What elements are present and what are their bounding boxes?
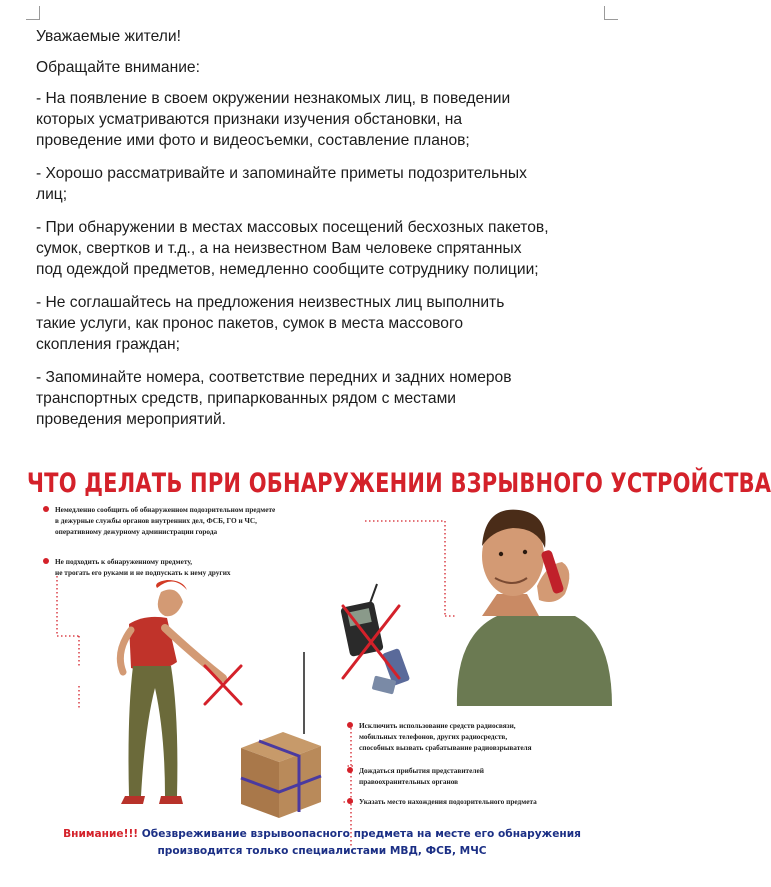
notice-item: - Хорошо рассматривайте и запоминайте приметы подозрительных лиц; — [36, 165, 527, 203]
mobile-phone-icon — [372, 648, 411, 695]
poster-title: ЧТО ДЕЛАТЬ ПРИ ОБНАРУЖЕНИИ ВЗРЫВНОГО УСТРОЙСТВА — [27, 468, 771, 498]
crop-mark-top-right — [604, 6, 618, 20]
notice-text — [36, 26, 616, 442]
safety-poster — [27, 466, 771, 878]
bullet-dot-icon — [347, 798, 353, 804]
footer-line-2: производится только специалистами МВД, ФСБ, МЧС — [157, 845, 487, 857]
footer-lead: Внимание!!! — [63, 828, 139, 840]
notice-item: - На появление в своем окружении незнакомых лиц, в поведении которых усматриваются признаки изучения обстановки, на проведение ими фото и видеосъемки, составление планов; — [36, 90, 511, 149]
bullet-dot-icon — [347, 767, 353, 773]
footer-line-1: Обезвреживание взрывоопасного предмета на месте его обнаружения — [138, 828, 581, 840]
man-on-phone-icon — [457, 510, 612, 706]
notice-item: - Не соглашайтесь на предложения неизвестных лиц выполнить такие услуги, как пронос пакетов, сумок в места массового скопления граждан; — [36, 294, 505, 353]
intro: Обращайте внимание: — [36, 59, 200, 76]
notice-item: - При обнаружении в местах массовых посещений бесхозных пакетов, сумок, свертков и т.д., а на неизвестном Вам человеке спрятанных под одеждой предметов, немедленно сообщите сотруднику полиции; — [36, 219, 549, 278]
instruction-item: Немедленно сообщить об обнаруженном подозрительном предмете в дежурные службы органов внутренних дел, ФСБ, ГО и ЧС, оперативному дежурному администрации города — [55, 504, 385, 537]
instruction-item: Дождаться прибытия представителей правоохранительных органов — [359, 765, 621, 787]
instruction-item: Указать место нахождения подозрительного предмета — [359, 796, 621, 807]
crop-mark-top-left — [26, 6, 40, 20]
notice-item: - Запоминайте номера, соответствие передних и задних номеров транспортных средств, припаркованных рядом с местами проведения мероприятий. — [36, 369, 512, 428]
prohibited-cross-hand-icon — [205, 666, 241, 704]
instruction-item: Исключить использование средств радиосвязи, мобильных телефонов, других радиосредств, способных вызвать срабатывание радиовзрывателя — [359, 720, 621, 753]
suspicious-package-icon — [241, 652, 321, 818]
greeting: Уважаемые жители! — [36, 28, 181, 45]
bullet-dot-icon — [347, 722, 353, 728]
woman-figure-icon — [120, 580, 223, 804]
instruction-item: Не подходить к обнаруженному предмету, не трогать его руками и не подпускать к нему других — [55, 556, 385, 578]
radio-device-icon — [340, 584, 384, 657]
bullet-dot-icon — [43, 506, 49, 512]
poster-footer — [27, 826, 617, 860]
bullet-dot-icon — [43, 558, 49, 564]
